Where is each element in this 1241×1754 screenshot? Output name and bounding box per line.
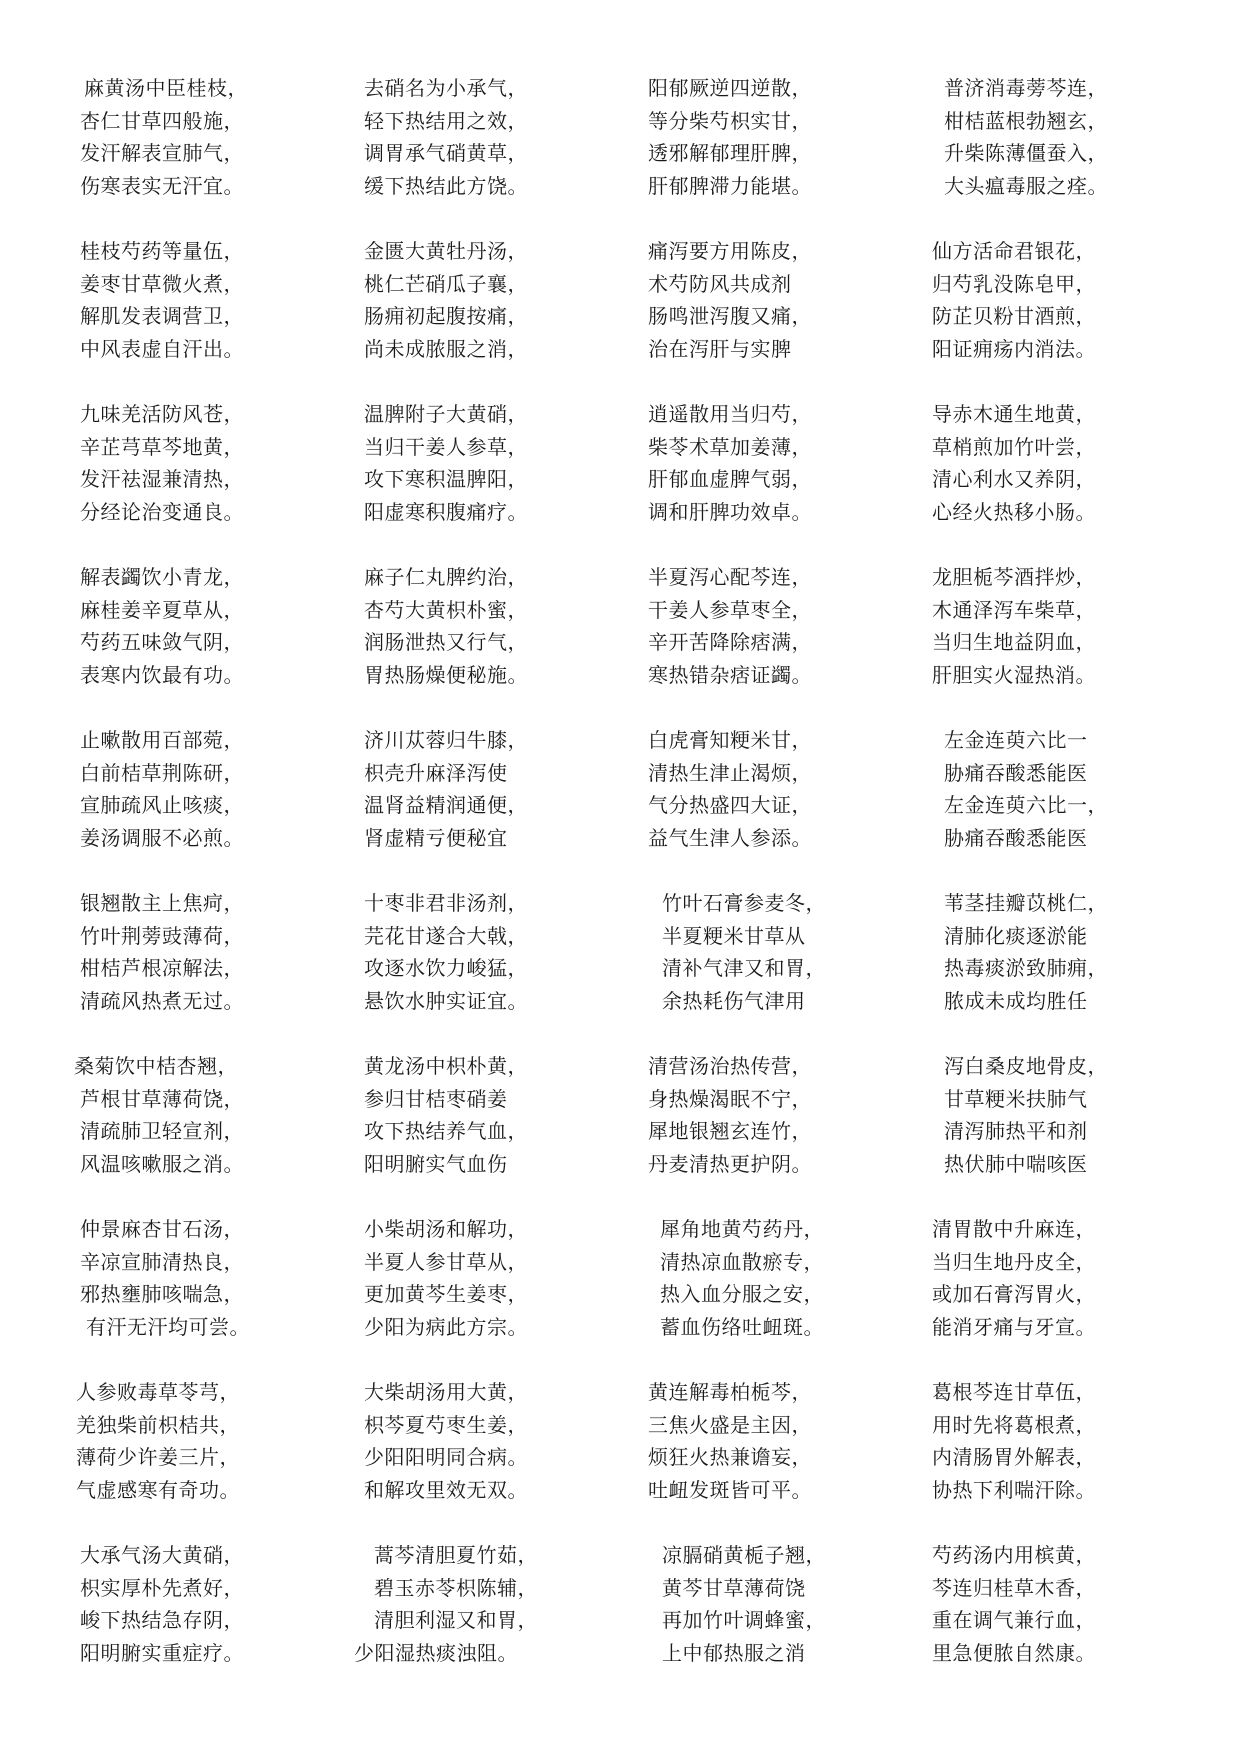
formula-verse	[932, 887, 1200, 1050]
verse-line: 缓下热结此方饶。	[364, 173, 528, 198]
verse-line: 半夏人参甘草从，	[364, 1249, 528, 1274]
verse-line: 人参败毒草苓芎，	[76, 1380, 240, 1404]
verse-line: 攻下寒积温脾阳，	[364, 467, 528, 491]
formula-verse	[648, 235, 932, 398]
verse-line: 气虚感寒有奇功。	[76, 1477, 240, 1502]
formula-verse	[364, 1213, 648, 1376]
verse-line: 蓄血伤络吐衄斑。	[660, 1314, 824, 1339]
verse-line: 或加石膏泻胃火，	[932, 1282, 1096, 1306]
formula-verse	[932, 72, 1200, 235]
verse-line: 用时先将葛根煮，	[932, 1412, 1096, 1437]
verse-line: 透邪解郁理肝脾，	[648, 141, 812, 165]
verse-line: 芍药汤内用槟黄，	[932, 1543, 1096, 1567]
verse-line: 左金连萸六比一	[944, 728, 1088, 752]
verse-line: 参归甘桔枣硝姜	[364, 1086, 508, 1111]
verse-line: 枳壳升麻泽泻使	[364, 760, 508, 785]
verse-line: 杏芍大黄枳朴蜜，	[364, 597, 528, 622]
verse-line: 归芍乳没陈皂甲，	[932, 271, 1096, 296]
formula-verse	[74, 1050, 364, 1213]
verse-line: 中风表虚自汗出。	[80, 336, 244, 361]
verse-line: 黄龙汤中枳朴黄，	[364, 1054, 528, 1078]
verse-line: 葛根芩连甘草伍，	[932, 1380, 1096, 1404]
verse-line: 当归干姜人参草，	[364, 434, 528, 459]
verse-line: 龙胆栀芩酒拌炒，	[932, 565, 1096, 589]
verse-line: 气分热盛四大证，	[648, 793, 812, 817]
verse-line: 升柴陈薄僵蚕入，	[944, 141, 1108, 165]
verse-line: 身热燥渴眠不宁，	[648, 1086, 812, 1111]
formula-verse	[364, 1050, 648, 1213]
formula-verse	[80, 398, 364, 561]
verse-line: 凉膈硝黄栀子翘，	[662, 1543, 826, 1567]
verse-line: 仲景麻杏甘石汤，	[80, 1217, 244, 1241]
verse-line: 清心利水又养阴，	[932, 467, 1096, 491]
verse-line: 干姜人参草枣全，	[648, 597, 812, 622]
formula-verse	[932, 1376, 1200, 1539]
verse-line: 阳明腑实气血伤	[364, 1151, 508, 1176]
verse-line: 辛芷芎草芩地黄，	[80, 434, 244, 459]
verse-line: 防芷贝粉甘酒煎，	[932, 304, 1096, 328]
formula-verse	[932, 398, 1200, 561]
verse-line: 木通泽泻车柴草，	[932, 597, 1096, 622]
verse-line: 吐衄发斑皆可平。	[648, 1477, 812, 1502]
verse-line: 烦狂火热兼谵妄，	[648, 1445, 812, 1469]
verse-line: 清疏风热煮无过。	[80, 988, 244, 1013]
formula-verse	[648, 887, 932, 1050]
formula-verse	[648, 1376, 932, 1539]
verse-line: 肝郁血虚脾气弱，	[648, 467, 812, 491]
verse-line: 尚未成脓服之消，	[364, 336, 528, 361]
verse-line: 柴苓术草加姜薄，	[648, 434, 812, 459]
formula-verse	[80, 887, 364, 1050]
verse-line: 阳郁厥逆四逆散，	[648, 76, 812, 100]
formula-verse	[364, 1376, 648, 1539]
verse-line: 辛凉宣肺清热良，	[80, 1249, 244, 1274]
verse-line: 麻桂姜辛夏草从，	[80, 597, 244, 622]
formula-verse-grid	[74, 72, 1200, 1702]
verse-line: 芦根甘草薄荷饶，	[80, 1086, 244, 1111]
verse-line: 更加黄芩生姜枣，	[364, 1282, 528, 1306]
verse-line: 寒热错杂痞证蠲。	[648, 662, 812, 687]
verse-line: 金匮大黄牡丹汤，	[364, 239, 528, 263]
verse-line: 济川苁蓉归牛膝，	[364, 728, 528, 752]
verse-line: 肾虚精亏便秘宜	[364, 825, 508, 850]
verse-line: 黄芩甘草薄荷饶	[662, 1575, 806, 1600]
verse-line: 麻黄汤中臣桂枝，	[84, 76, 248, 100]
verse-line: 发汗解表宣肺气，	[80, 141, 244, 165]
verse-line: 发汗祛湿兼清热，	[80, 467, 244, 491]
verse-line: 芍药五味敛气阴，	[80, 630, 244, 654]
verse-line: 攻下热结养气血，	[364, 1119, 528, 1143]
formula-verse	[648, 724, 932, 887]
verse-line: 胁痛吞酸悉能医	[944, 760, 1088, 785]
verse-line: 清热凉血散瘀专，	[660, 1249, 824, 1274]
verse-line: 竹叶荆蒡豉薄荷，	[80, 923, 244, 948]
verse-line: 白前桔草荆陈研，	[80, 760, 244, 785]
verse-line: 再加竹叶调蜂蜜，	[662, 1608, 826, 1632]
verse-line: 九味羌活防风苍，	[80, 402, 244, 426]
verse-line: 心经火热移小肠。	[932, 499, 1096, 524]
verse-line: 能消牙痛与牙宣。	[932, 1314, 1096, 1339]
verse-line: 解表蠲饮小青龙，	[80, 565, 244, 589]
verse-line: 内清肠胃外解表，	[932, 1445, 1096, 1469]
formula-verse	[364, 561, 648, 724]
verse-line: 术芍防风共成剂	[648, 271, 792, 296]
verse-line: 峻下热结急存阴，	[80, 1608, 244, 1632]
verse-line: 导赤木通生地黄，	[932, 402, 1096, 426]
verse-line: 阳明腑实重症疗。	[80, 1640, 244, 1665]
verse-line: 苇茎挂瓣苡桃仁，	[944, 891, 1108, 915]
verse-line: 桑菊饮中桔杏翘，	[74, 1054, 238, 1078]
verse-line: 姜枣甘草微火煮，	[80, 271, 244, 296]
formula-verse	[80, 561, 364, 724]
verse-line: 清胆利湿又和胃，	[374, 1608, 538, 1632]
formula-verse	[932, 235, 1200, 398]
verse-line: 芩连归桂草木香，	[932, 1575, 1096, 1600]
verse-line: 犀角地黄芍药丹，	[660, 1217, 824, 1241]
verse-line: 热伏肺中喘咳医	[944, 1151, 1088, 1176]
verse-line: 清胃散中升麻连，	[932, 1217, 1096, 1241]
verse-line: 阳虚寒积腹痛疗。	[364, 499, 528, 524]
verse-line: 温脾附子大黄硝，	[364, 402, 528, 426]
verse-line: 等分柴芍枳实甘，	[648, 108, 812, 133]
verse-line: 胃热肠燥便秘施。	[364, 662, 528, 687]
verse-line: 伤寒表实无汗宜。	[80, 173, 244, 198]
verse-line: 杏仁甘草四般施，	[80, 108, 244, 133]
verse-line: 重在调气兼行血，	[932, 1608, 1096, 1632]
verse-line: 柑桔芦根凉解法，	[80, 956, 244, 980]
formula-verse	[648, 72, 932, 235]
verse-line: 宣肺疏风止咳痰，	[80, 793, 244, 817]
verse-line: 大头瘟毒服之痊。	[944, 173, 1108, 198]
verse-line: 甘草粳米扶肺气	[944, 1086, 1088, 1111]
verse-line: 脓成未成均胜任	[944, 988, 1088, 1013]
verse-line: 小柴胡汤和解功，	[364, 1217, 528, 1241]
verse-line: 桂枝芍药等量伍，	[80, 239, 244, 263]
formula-verse	[354, 1539, 648, 1702]
verse-line: 枳实厚朴先煮好，	[80, 1575, 244, 1600]
verse-line: 半夏泻心配芩连，	[648, 565, 812, 589]
formula-verse	[80, 724, 364, 887]
verse-line: 邪热壅肺咳喘急，	[80, 1282, 244, 1306]
verse-line: 犀地银翘玄连竹，	[648, 1119, 812, 1143]
verse-line: 大柴胡汤用大黄，	[364, 1380, 528, 1404]
verse-line: 分经论治变通良。	[80, 499, 244, 524]
formula-verse	[76, 1376, 364, 1539]
verse-line: 里急便脓自然康。	[932, 1640, 1096, 1665]
verse-line: 上中郁热服之消	[662, 1640, 806, 1665]
formula-verse	[648, 1213, 932, 1376]
formula-verse	[364, 887, 648, 1050]
verse-line: 碧玉赤苓枳陈辅，	[374, 1575, 538, 1600]
verse-line: 黄连解毒柏栀芩，	[648, 1380, 812, 1404]
verse-line: 热毒痰淤致肺痈，	[944, 956, 1108, 980]
formula-verse	[932, 1213, 1200, 1376]
verse-line: 肝郁脾滞力能堪。	[648, 173, 812, 198]
formula-verse	[648, 398, 932, 561]
formula-verse	[932, 561, 1200, 724]
verse-line: 胁痛吞酸悉能医	[944, 825, 1088, 850]
verse-line: 草梢煎加竹叶尝，	[932, 434, 1096, 459]
formula-verse	[932, 1050, 1200, 1213]
verse-line: 姜汤调服不必煎。	[80, 825, 244, 850]
formula-verse	[364, 398, 648, 561]
verse-line: 清营汤治热传营，	[648, 1054, 812, 1078]
verse-line: 去硝名为小承气，	[364, 76, 528, 100]
verse-line: 麻子仁丸脾约治，	[364, 565, 528, 589]
verse-line: 辛开苦降除痞满，	[648, 630, 812, 654]
verse-line: 和解攻里效无双。	[364, 1477, 528, 1502]
verse-line: 三焦火盛是主因，	[648, 1412, 812, 1437]
verse-line: 阳证痈疡内消法。	[932, 336, 1096, 361]
verse-line: 止嗽散用百部菀，	[80, 728, 244, 752]
verse-line: 调胃承气硝黄草，	[364, 141, 528, 165]
formula-verse	[80, 72, 364, 235]
formula-verse	[80, 235, 364, 398]
verse-line: 治在泻肝与实脾	[648, 336, 792, 361]
formula-verse	[80, 1213, 364, 1376]
verse-line: 表寒内饮最有功。	[80, 662, 244, 687]
verse-line: 十枣非君非汤剂，	[364, 891, 528, 915]
verse-line: 少阳为病此方宗。	[364, 1314, 528, 1339]
verse-line: 普济消毒蒡芩连，	[944, 76, 1108, 100]
formula-verse	[932, 724, 1200, 887]
verse-line: 协热下利喘汗除。	[932, 1477, 1096, 1502]
verse-line: 清热生津止渴烦，	[648, 760, 812, 785]
verse-line: 解肌发表调营卫，	[80, 304, 244, 328]
verse-line: 当归生地丹皮全，	[932, 1249, 1096, 1274]
verse-line: 银翘散主上焦疴，	[80, 891, 244, 915]
verse-line: 桃仁芒硝瓜子襄，	[364, 271, 528, 296]
verse-line: 蒿芩清胆夏竹茹，	[374, 1543, 538, 1567]
verse-line: 热入血分服之安，	[660, 1282, 824, 1306]
verse-line: 左金连萸六比一，	[944, 793, 1108, 817]
verse-line: 逍遥散用当归芍，	[648, 402, 812, 426]
verse-line: 竹叶石膏参麦冬，	[662, 891, 826, 915]
verse-line: 少阳阳明同合病。	[364, 1445, 528, 1469]
verse-line: 有汗无汗均可尝。	[86, 1314, 250, 1339]
formula-verse	[364, 235, 648, 398]
verse-line: 肠鸣泄泻腹又痛，	[648, 304, 812, 328]
verse-line: 芫花甘遂合大戟，	[364, 923, 528, 948]
verse-line: 润肠泄热又行气，	[364, 630, 528, 654]
verse-line: 丹麦清热更护阴。	[648, 1151, 812, 1176]
verse-line: 当归生地益阴血，	[932, 630, 1096, 654]
formula-verse	[648, 1050, 932, 1213]
verse-line: 肝胆实火湿热消。	[932, 662, 1096, 687]
verse-line: 羌独柴前枳桔共，	[76, 1412, 240, 1437]
verse-line: 少阳湿热痰浊阻。	[354, 1640, 518, 1665]
verse-line: 清疏肺卫轻宣剂，	[80, 1119, 244, 1143]
verse-line: 温肾益精润通便，	[364, 793, 528, 817]
verse-line: 仙方活命君银花，	[932, 239, 1096, 263]
verse-line: 调和肝脾功效卓。	[648, 499, 812, 524]
verse-line: 清肺化痰逐淤能	[944, 923, 1088, 948]
formula-verse	[932, 1539, 1200, 1702]
verse-line: 泻白桑皮地骨皮，	[944, 1054, 1108, 1078]
verse-line: 攻逐水饮力峻猛，	[364, 956, 528, 980]
verse-line: 白虎膏知粳米甘，	[648, 728, 812, 752]
verse-line: 肠痈初起腹按痛，	[364, 304, 528, 328]
verse-line: 益气生津人参添。	[648, 825, 812, 850]
verse-line: 余热耗伤气津用	[662, 988, 806, 1013]
formula-verse	[648, 561, 932, 724]
verse-line: 薄荷少许姜三片，	[76, 1445, 240, 1469]
verse-line: 柑桔蓝根勃翘玄，	[944, 108, 1108, 133]
formula-verse	[648, 1539, 932, 1702]
verse-line: 悬饮水肿实证宜。	[364, 988, 528, 1013]
verse-line: 清泻肺热平和剂	[944, 1119, 1088, 1143]
formula-verse	[80, 1539, 364, 1702]
verse-line: 半夏粳米甘草从	[662, 923, 806, 948]
verse-line: 大承气汤大黄硝，	[80, 1543, 244, 1567]
verse-line: 风温咳嗽服之消。	[80, 1151, 244, 1176]
verse-line: 清补气津又和胃，	[662, 956, 826, 980]
verse-line: 轻下热结用之效，	[364, 108, 528, 133]
verse-line: 痛泻要方用陈皮，	[648, 239, 812, 263]
formula-verse	[364, 72, 648, 235]
verse-line: 枳芩夏芍枣生姜，	[364, 1412, 528, 1437]
formula-verse	[364, 724, 648, 887]
